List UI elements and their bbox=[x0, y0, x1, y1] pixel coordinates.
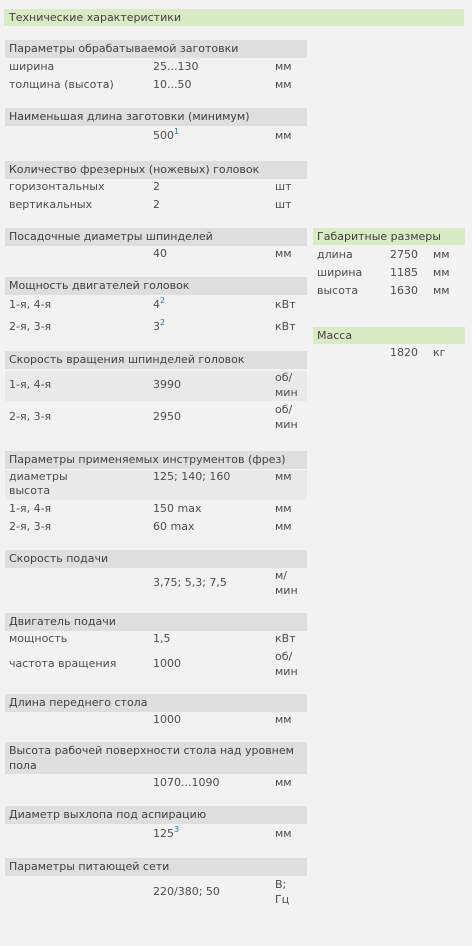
row-label: 2-я, 3-я bbox=[9, 520, 52, 533]
row-value: $3^2$ bbox=[153, 318, 166, 333]
footnote-link[interactable]: 2 bbox=[160, 296, 166, 305]
row-value: 1185 bbox=[390, 266, 418, 279]
row-value: 10...50 bbox=[153, 78, 192, 91]
row-unit: шт bbox=[275, 180, 292, 193]
row-value: 1820 bbox=[390, 346, 418, 359]
row-value: 1000 bbox=[153, 713, 181, 726]
row-value: 220/380; 50 bbox=[153, 885, 220, 898]
row-label: горизонтальных bbox=[9, 180, 105, 193]
row-unit: мм bbox=[275, 713, 292, 726]
section-header: Посадочные диаметры шпинделей bbox=[5, 228, 307, 246]
section-header: Длина переднего стола bbox=[5, 694, 307, 712]
row-value: 150 max bbox=[153, 502, 202, 515]
table-row bbox=[5, 470, 307, 500]
row-value: 1630 bbox=[390, 284, 418, 297]
section-header: Скорость вращения шпинделей головок bbox=[5, 351, 307, 369]
section-header: Мощность двигателей головок bbox=[5, 277, 307, 295]
row-label: 2-я, 3-я bbox=[9, 410, 52, 423]
section-header bbox=[5, 742, 307, 774]
row-unit: мин bbox=[275, 584, 298, 597]
row-unit: об/ bbox=[275, 371, 293, 384]
row-unit: мм bbox=[275, 78, 292, 91]
row-unit: кг bbox=[433, 346, 446, 359]
section-header-line: Высота рабочей поверхности стола над уровнем bbox=[9, 744, 294, 757]
section-header: Скорость подачи bbox=[5, 550, 307, 568]
row-unit: В; bbox=[275, 878, 287, 891]
row-label: частота вращения bbox=[9, 657, 117, 670]
row-unit: кВт bbox=[275, 320, 296, 333]
row-unit: мм bbox=[433, 248, 450, 261]
row-unit: мм bbox=[275, 129, 292, 142]
row-label: толщина (высота) bbox=[9, 78, 114, 91]
row-unit: мм bbox=[275, 827, 292, 840]
row-label: высота bbox=[9, 484, 51, 497]
row-label: 1-я, 4-я bbox=[9, 378, 52, 391]
row-unit: мм bbox=[275, 470, 292, 483]
table-row bbox=[5, 878, 307, 908]
row-value: 1070...1090 bbox=[153, 776, 220, 789]
row-value: 2 bbox=[153, 180, 160, 193]
row-unit: мм bbox=[275, 776, 292, 789]
row-unit: м/ bbox=[275, 569, 288, 582]
row-unit: мм bbox=[275, 60, 292, 73]
row-value: 25...130 bbox=[153, 60, 199, 73]
row-unit: мм bbox=[275, 502, 292, 515]
row-unit: шт bbox=[275, 198, 292, 211]
mass-header: Масса bbox=[313, 327, 465, 344]
table-row bbox=[5, 371, 307, 401]
row-value: $4^2$ bbox=[153, 296, 166, 311]
row-unit: мм bbox=[275, 520, 292, 533]
row-value: 125; 140; 160 bbox=[153, 470, 231, 483]
row-label: диаметры bbox=[9, 470, 68, 483]
row-value: 2950 bbox=[153, 410, 181, 423]
section-header: Количество фрезерных (ножевых) головок bbox=[5, 161, 307, 179]
row-label: длина bbox=[317, 248, 353, 261]
footnote-link[interactable]: 1 bbox=[174, 127, 180, 136]
section-header: Диаметр выхлопа под аспирацию bbox=[5, 806, 307, 824]
row-value: $500^1$ bbox=[153, 127, 180, 142]
row-unit: об/ bbox=[275, 650, 293, 663]
row-value: 2 bbox=[153, 198, 160, 211]
section-header: Наименьшая длина заготовки (минимум) bbox=[5, 108, 307, 126]
row-label: ширина bbox=[317, 266, 363, 279]
section-header: Двигатель подачи bbox=[5, 613, 307, 631]
row-value: 1000 bbox=[153, 657, 181, 670]
row-value: $125^3$ bbox=[153, 825, 180, 840]
row-label: высота bbox=[317, 284, 359, 297]
row-value: 2750 bbox=[390, 248, 418, 261]
row-value: 1,5 bbox=[153, 632, 171, 645]
row-unit: мм bbox=[275, 247, 292, 260]
row-unit: мм bbox=[433, 284, 450, 297]
footnote-link[interactable]: 3 bbox=[174, 825, 180, 834]
row-label: вертикальных bbox=[9, 198, 93, 211]
page-title: Технические характеристики bbox=[4, 9, 464, 26]
row-unit: мин bbox=[275, 418, 298, 431]
row-label: ширина bbox=[9, 60, 55, 73]
row-label: 1-я, 4-я bbox=[9, 502, 52, 515]
row-unit: мин bbox=[275, 386, 298, 399]
footnote-link[interactable]: 2 bbox=[160, 318, 166, 327]
row-value: 40 bbox=[153, 247, 167, 260]
row-value: 60 max bbox=[153, 520, 195, 533]
section-header: Параметры обрабатываемой заготовки bbox=[5, 40, 307, 58]
row-label: мощность bbox=[9, 632, 68, 645]
table-row bbox=[5, 650, 307, 680]
table-row bbox=[5, 569, 307, 599]
section-header: Параметры питающей сети bbox=[5, 858, 307, 876]
row-unit: мм bbox=[433, 266, 450, 279]
row-unit: Гц bbox=[275, 893, 290, 906]
dimensions-header: Габаритные размеры bbox=[313, 228, 465, 245]
row-unit: об/ bbox=[275, 403, 293, 416]
section-header-line: пола bbox=[9, 759, 37, 772]
table-row bbox=[5, 403, 307, 433]
row-unit: мин bbox=[275, 665, 298, 678]
row-label: 2-я, 3-я bbox=[9, 320, 52, 333]
row-value: 3,75; 5,3; 7,5 bbox=[153, 576, 227, 589]
row-unit: кВт bbox=[275, 298, 296, 311]
section-header: Параметры применяемых инструментов (фрез) bbox=[5, 451, 307, 469]
row-unit: кВт bbox=[275, 632, 296, 645]
row-value: 3990 bbox=[153, 378, 181, 391]
row-label: 1-я, 4-я bbox=[9, 298, 52, 311]
